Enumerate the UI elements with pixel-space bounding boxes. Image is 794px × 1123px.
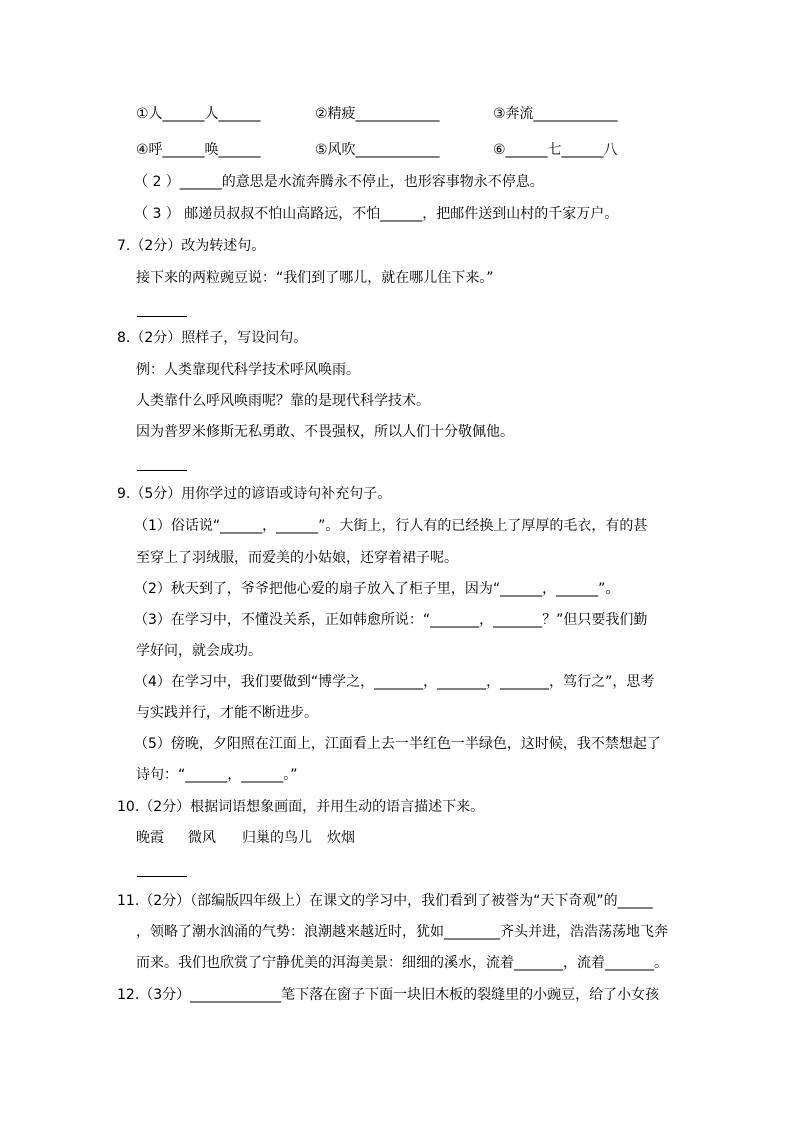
q11-line: ，领略了潮水汹涌的气势：浪潮越来越近时，犹如________齐头并进，浩浩荡荡地飞奔 (136, 924, 668, 940)
q6-item-5: ⑤风吹____________ (315, 142, 440, 158)
q6-item-6: ⑥______七______八 (493, 142, 618, 158)
q9-title: 9.（5分）用你学过的谚语或诗句补充句子。 (117, 486, 392, 502)
q9-line: 学好问，就会成功。 (136, 643, 262, 659)
q10-word: 微风 (188, 830, 216, 846)
q9-line: （2）秋天到了，爷爷把他心爱的扇子放入了柜子里，因为“______，______”。 (134, 581, 620, 597)
q8-text: 因为普罗米修斯无私勇敢、不畏强权，所以人们十分敬佩他。 (136, 424, 514, 440)
q9-line: 与实践并行，才能不断进步。 (136, 705, 318, 721)
q7-text: 接下来的两粒豌豆说：“我们到了哪儿，就在哪儿住下来。” (136, 270, 494, 286)
q8-title: 8.（2分）照样子，写设问句。 (117, 330, 308, 346)
q9-line: （4）在学习中，我们要做到“博学之，_______，_______，_______，笃行之”，思考 (134, 674, 655, 690)
q10-title: 10.（2分）根据词语想象画面，并用生动的语言描述下来。 (117, 799, 485, 815)
q6-item-4: ④呼______唤______ (136, 142, 261, 158)
q8-example-answer: 人类靠什么呼风唤雨呢？靠的是现代科学技术。 (136, 393, 430, 409)
q9-line: （3）在学习中，不懂没关系，正如韩愈所说：“_______，_______？”但只要我们勤 (134, 612, 648, 628)
q8-example: 例：人类靠现代科学技术呼风唤雨。 (136, 362, 360, 378)
q6-item-1: ①人______人______ (136, 106, 261, 122)
q9-line: （5）傍晚，夕阳照在江面上，江面看上去一半红色一半绿色，这时候，我不禁想起了 (134, 736, 661, 752)
q12-line: 12.（3分）_____________笔下落在窗子下面一块旧木板的裂缝里的小豌豆，给了小女孩 (117, 987, 660, 1003)
q6-sub3: （ 3 ） 邮递员叔叔不怕山高路远，不怕______，把邮件送到山村的千家万户。 (134, 206, 619, 222)
q6-item-3: ③奔流____________ (493, 106, 618, 122)
q10-word: 晚霞 (136, 830, 164, 846)
q9-line: （1）俗话说“______，______”。大街上，行人有的已经换上了厚厚的毛衣，有的甚 (134, 518, 648, 534)
q11-line: 而来。我们也欣赏了宁静优美的洱海美景：细细的溪水，流着_______，流着_______。 (136, 955, 668, 971)
q7-answer-blank[interactable] (137, 316, 187, 317)
q9-line: 诗句：“______，______。” (136, 767, 298, 783)
q10-word: 归巢的鸟儿 (242, 830, 312, 846)
q7-title: 7.（2分）改为转述句。 (117, 238, 266, 254)
q8-answer-blank[interactable] (137, 470, 187, 471)
q6-sub2: （ 2 ）______的意思是水流奔腾永不停止，也形容事物永不停息。 (134, 174, 544, 190)
q10-word: 炊烟 (327, 830, 355, 846)
q11-line: 11.（2分）（部编版四年级上）在课文的学习中，我们看到了被誉为“天下奇观”的_____ (117, 893, 653, 909)
q6-item-2: ②精疲____________ (315, 106, 440, 122)
q10-answer-blank[interactable] (137, 876, 187, 877)
q9-line: 至穿上了羽绒服，而爱美的小姑娘，还穿着裙子呢。 (136, 550, 458, 566)
